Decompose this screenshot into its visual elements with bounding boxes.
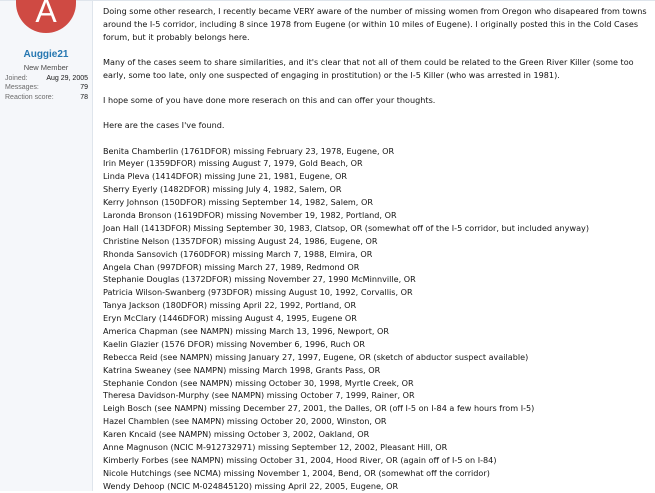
case-line: Anne Magnuson (NCIC M-912732971) missing September 12, 2002, Pleasant Hill, OR xyxy=(103,442,448,453)
stat-value: 78 xyxy=(80,93,88,101)
case-line: Kimberly Forbes (see NAMPN) missing October 31, 2004, Hood River, OR (again off of I-5 on I-84) xyxy=(103,454,497,465)
case-line: Benita Chamberlin (1761DFOR) missing February 23, 1978, Eugene, OR xyxy=(103,145,395,156)
case-line: Tanya Jackson (180DFOR) missing April 22, 1992, Portland, OR xyxy=(103,300,357,311)
case-line: Sherry Eyerly (1482DFOR) missing July 4, 1982, Salem, OR xyxy=(103,184,342,195)
stat-value: Aug 29, 2005 xyxy=(46,75,88,82)
case-line: Rebecca Reid (see NAMPN) missing January 27, 1997, Eugene, OR (sketch of abductor suspect available) xyxy=(103,351,529,362)
stat-label: Joined: xyxy=(5,75,28,82)
case-line: Wendy Dehoop (NCIC M-024845120) missing April 22, 2005, Eugene, OR xyxy=(103,480,399,491)
case-line: Christine Nelson (1357DFOR) missing August 24, 1986, Eugene, OR xyxy=(103,235,378,246)
case-line: Leigh Bosch (see NAMPN) missing December 27, 2001, the Dalles, OR (off I-5 on I-84 a few hours from I-5) xyxy=(103,403,535,414)
case-line: Katrina Sweaney (see NAMPN) missing March 1998, Grants Pass, OR xyxy=(103,364,381,375)
case-line: Kerry Johnson (150DFOR) missing September 14, 1982, Salem, OR xyxy=(103,197,373,208)
case-line: Nicole Hutchings (see NCMA) missing November 1, 2004, Bend, OR (somewhat off the corridor) xyxy=(103,467,490,478)
user-stats xyxy=(5,74,88,102)
stat-label: Reaction score: xyxy=(5,93,54,101)
case-line: Karen Kncaid (see NAMPN) missing October 3, 2002, Oakland, OR xyxy=(103,429,370,440)
case-line: Joan Hall (1413DFOR) Missing September 30, 1983, Clatsop, OR (somewhat off of the I-5 corridor, but included anyway) xyxy=(103,222,589,233)
stat-label: Messages: xyxy=(5,84,39,92)
user-info-panel xyxy=(0,1,93,491)
case-line: Eryn McClary (1446DFOR) missing August 4, 1995, Eugene OR xyxy=(103,313,357,324)
case-line: Linda Pleva (1414DFOR) missing June 21, 1981, Eugene, OR xyxy=(103,171,348,182)
username-link[interactable]: Auggie21 xyxy=(23,49,69,60)
case-line: Theresa Davidson-Murphy (see NAMPN) missing October 7, 1999, Rainer, OR xyxy=(103,390,415,401)
stat-joined xyxy=(5,74,88,83)
missing-cases-list xyxy=(103,145,651,493)
stat-reaction-score xyxy=(5,93,88,102)
stat-value: 79 xyxy=(80,84,88,92)
case-line: Rhonda Sansovich (1760DFOR) missing March 7, 1988, Elmira, OR xyxy=(103,248,373,259)
avatar[interactable] xyxy=(16,0,76,33)
case-line: Kaelin Glazier (1576 DFOR) missing November 6, 1996, Ruch OR xyxy=(103,338,366,349)
post-paragraph: Here are the cases I've found. xyxy=(103,120,225,131)
avatar-letter: A xyxy=(35,0,57,29)
post-paragraph: Doing some other research, I recently became VERY aware of the number of missing women from Oregon who disapeared from towns around the I-5 corridor, including 8 since 1978 from Eugene (or within 10 miles of Eugene). I originally posted this in the Cold Cases forum, but it probably belongs here. xyxy=(103,6,647,42)
case-line: Stephanie Douglas (1372DFOR) missing November 27, 1990 McMinnville, OR xyxy=(103,274,416,285)
post-paragraph: I hope some of you have done more reserach on this and can offer your thoughts. xyxy=(103,95,436,106)
case-line: Hazel Chamblen (see NAMPN) missing October 20, 2000, Winston, OR xyxy=(103,416,387,427)
case-line: Patricia Wilson-Swanberg (973DFOR) missing August 10, 1992, Corvallis, OR xyxy=(103,287,413,298)
case-line: Angela Chan (997DFOR) missing March 27, 1989, Redmond OR xyxy=(103,261,360,272)
case-line: Laronda Bronson (1619DFOR) missing November 19, 1982, Portland, OR xyxy=(103,209,397,220)
stat-messages xyxy=(5,83,88,92)
case-line: Stephanie Condon (see NAMPN) missing October 30, 1998, Myrtle Creek, OR xyxy=(103,377,414,388)
case-line: America Chapman (see NAMPN) missing March 13, 1996, Newport, OR xyxy=(103,326,390,336)
post-paragraph: Many of the cases seem to share similarities, and it's clear that not all of them could be related to the Green River Killer (some too early, some too late, only one suspected of engaging in prostitution) or the I-5 Killer (who was arrested in 1981). xyxy=(103,57,634,80)
case-line: Irin Meyer (1359DFOR) missing August 7, 1979, Gold Beach, OR xyxy=(103,158,363,169)
post-body xyxy=(103,5,651,493)
user-title: New Member xyxy=(23,63,69,72)
